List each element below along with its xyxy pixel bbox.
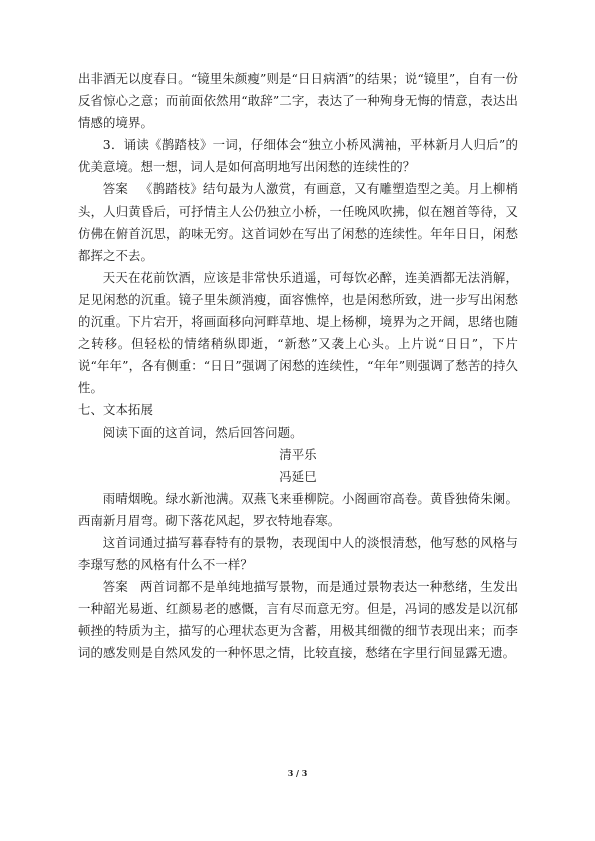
answer-text: 两首词都不是单纯地描写景物，而是通过景物表达一种愁绪，生发出一种韶光易逝、红颜易老的感慨，言有尽而意无穷。但是，冯词的感发是以沉郁顿挫的特质为主，描写的心理状态更为含蓄，用极其细微的细节表现出来；而李词的感发则是自然风发的一种怀思之情，比较直接，愁绪在字里行间显露无遗。 (78, 579, 519, 661)
poem-body: 雨晴烟晚。绿水新池满。双燕飞来垂柳院。小阁画帘高卷。黄昏独倚朱阑。西南新月眉弯。砌下落花风起，罗衣特地春寒。 (78, 490, 518, 528)
answer-3-part-1 (78, 178, 518, 266)
poem-title: 清平乐 (279, 446, 317, 462)
answer-block (78, 576, 518, 664)
paragraph-continuation: 出非酒无以度春日。“镜里朱颜瘦”则是“日日病酒”的结果；说“镜里”，自有一份反省惊心之意；而前面依然用“敢辞”二字，表达了一种殉身无悔的情意，表达出情感的境界。 (78, 71, 518, 131)
answer-label: 答案 (102, 181, 129, 197)
document-body (78, 68, 518, 665)
page-number: 3 / 3 (287, 768, 308, 778)
reading-instruction: 阅读下面的这首词，然后回答问题。 (102, 424, 303, 440)
answer-3-part-2: 天天在花前饮酒，应该是非常快乐逍遥，可每饮必醉，连美酒都无法消解，足见闲愁的沉重。镜子里朱颜消瘦，面容憔悴，也是闲愁所致，进一步写出闲愁的沉重。下片宕开，将画面移向河畔草地、堤上杨柳，境界为之开阔，思绪也随之转移。但轻松的情绪稍纵即逝，“新愁”又袭上心头。上片说“日日”，下片说“年年”，各有侧重：“日日”强调了闲愁的连续性，“年年”则强调了愁苦的持久性。 (78, 269, 518, 396)
section-heading: 七、文本拓展 (78, 402, 153, 418)
question-3: 3．诵读《鹊踏枝》一词，仔细体会“独立小桥风满袖，平林新月人归后”的优美意境。想一想，词人是如何高明地写出闲愁的连续性的？ (78, 137, 518, 175)
answer-text: 《鹊踏枝》结句最为人激赏，有画意，又有雕塑造型之美。月上柳梢头，人归黄昏后，可抒情主人公仍独立小桥，一任晚风吹拂，似在翘首等待，又仿佛在俯首沉思，韵味无穷。这首词妙在写出了闲愁的连续性。年年日日，闲愁都挥之不去。 (78, 181, 519, 263)
answer-label: 答案 (102, 579, 129, 595)
question-text: 这首词通过描写暮春特有的景物，表现闺中人的淡恨清愁，他写愁的风格与李璟写愁的风格有什么不一样？ (78, 534, 518, 573)
poem-author: 冯延巳 (279, 468, 317, 484)
